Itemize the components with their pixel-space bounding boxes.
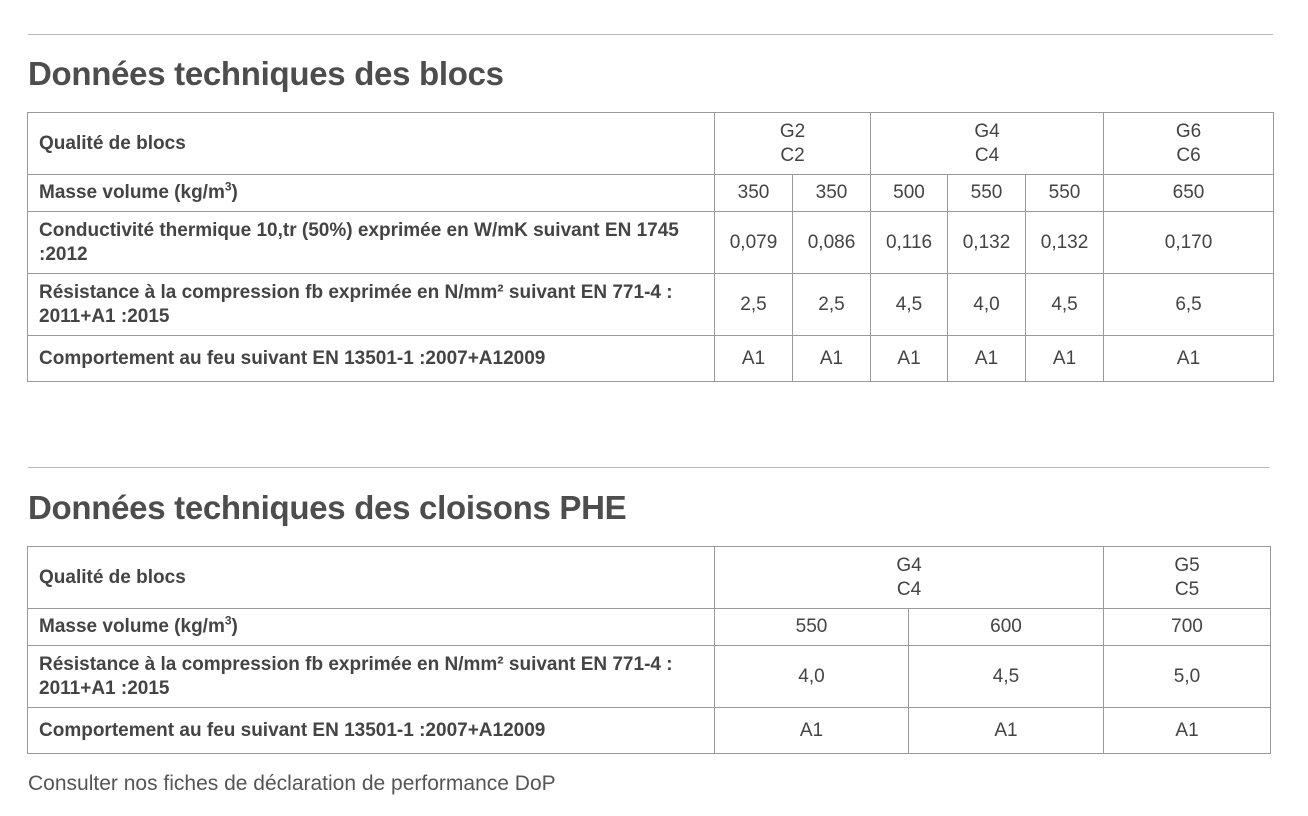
grade-line: G2 [779, 120, 806, 142]
table-cell: 350 [715, 175, 793, 212]
table-cell: 700 [1104, 609, 1271, 646]
table-cell: A1 [1026, 336, 1104, 382]
table-row-conductivite [28, 212, 1274, 274]
row-label-text: Masse volume (kg/m [39, 616, 225, 637]
grade-line: G4 [896, 554, 922, 576]
table-row-masse-volume [28, 609, 1271, 646]
table-row-resistance [28, 646, 1271, 708]
table-cell: A1 [871, 336, 948, 382]
footnote-dop: Consulter nos fiches de déclaration de performance DoP [28, 772, 556, 795]
row-label [28, 175, 715, 212]
table-cell: 5,0 [1104, 646, 1271, 708]
table-cell: 0,086 [793, 212, 871, 274]
table-cell: 4,5 [909, 646, 1104, 708]
table-cell: 550 [1026, 175, 1104, 212]
unit-superscript: 3 [224, 613, 232, 628]
row-label-end: ) [231, 616, 238, 637]
table-cell: A1 [1104, 708, 1271, 754]
table-row-resistance [28, 274, 1274, 336]
row-label: Résistance à la compression fb exprimée en N/mm² suivant EN 771-4 : 2011+A1 :2015 [28, 646, 715, 708]
table-cell: A1 [1104, 336, 1274, 382]
table-cell: 4,0 [715, 646, 909, 708]
table-cell: A1 [715, 336, 793, 382]
table-cell: A1 [909, 708, 1104, 754]
section-divider [28, 34, 1273, 35]
header-label: Qualité de blocs [28, 547, 715, 609]
table-cell: 550 [715, 609, 909, 646]
grade-line: C4 [896, 578, 922, 600]
section-divider [28, 467, 1269, 468]
row-label: Conductivité thermique 10,tr (50%) exprimée en W/mK suivant EN 1745 :2012 [28, 212, 715, 274]
grade-header-g2 [715, 113, 871, 175]
grade-header-g5 [1104, 547, 1271, 609]
table-row-masse-volume [28, 175, 1274, 212]
grade-line: G4 [974, 120, 1000, 142]
table-cell: 4,5 [1026, 274, 1104, 336]
header-label: Qualité de blocs [28, 113, 715, 175]
table-cell: 6,5 [1104, 274, 1274, 336]
grade-line: C2 [780, 144, 805, 166]
table-cell: A1 [793, 336, 871, 382]
table-row-feu [28, 336, 1274, 382]
row-label-text: Masse volume (kg/m [39, 182, 225, 203]
table-cell: 4,0 [948, 274, 1026, 336]
row-label [28, 609, 715, 646]
row-label-end: ) [231, 182, 238, 203]
table-cell: 2,5 [793, 274, 871, 336]
table-cell: 0,132 [1026, 212, 1104, 274]
table-cell: 650 [1104, 175, 1274, 212]
section-title-blocs: Données techniques des blocs [28, 55, 504, 92]
grade-header-g4 [871, 113, 1104, 175]
grade-line: C5 [1174, 578, 1200, 600]
table-cell: 0,170 [1104, 212, 1274, 274]
table-cell: 350 [793, 175, 871, 212]
unit-superscript: 3 [224, 179, 232, 194]
table-cell: 2,5 [715, 274, 793, 336]
table-cell: 550 [948, 175, 1026, 212]
table-row-feu [28, 708, 1271, 754]
table-cloisons [27, 546, 1271, 754]
table-cell: 0,132 [948, 212, 1026, 274]
table-cell: A1 [948, 336, 1026, 382]
table-cell: 0,116 [871, 212, 948, 274]
table-cell: 600 [909, 609, 1104, 646]
grade-header-g4 [715, 547, 1104, 609]
row-label: Résistance à la compression fb exprimée en N/mm² suivant EN 771-4 : 2011+A1 :2015 [28, 274, 715, 336]
grade-header-g6 [1104, 113, 1274, 175]
table-cell: 0,079 [715, 212, 793, 274]
grade-line: G6 [1175, 120, 1202, 142]
grade-line: C6 [1176, 144, 1201, 166]
table-cell: A1 [715, 708, 909, 754]
row-label: Comportement au feu suivant EN 13501-1 :2007+A12009 [28, 336, 715, 382]
table-cell: 500 [871, 175, 948, 212]
section-title-cloisons: Données techniques des cloisons PHE [28, 489, 627, 526]
row-label: Comportement au feu suivant EN 13501-1 :2007+A12009 [28, 708, 715, 754]
table-header-row [28, 547, 1271, 609]
grade-line: G5 [1174, 554, 1200, 576]
table-cell: 4,5 [871, 274, 948, 336]
grade-line: C4 [974, 144, 1000, 166]
table-header-row [28, 113, 1274, 175]
table-blocs [27, 112, 1274, 382]
